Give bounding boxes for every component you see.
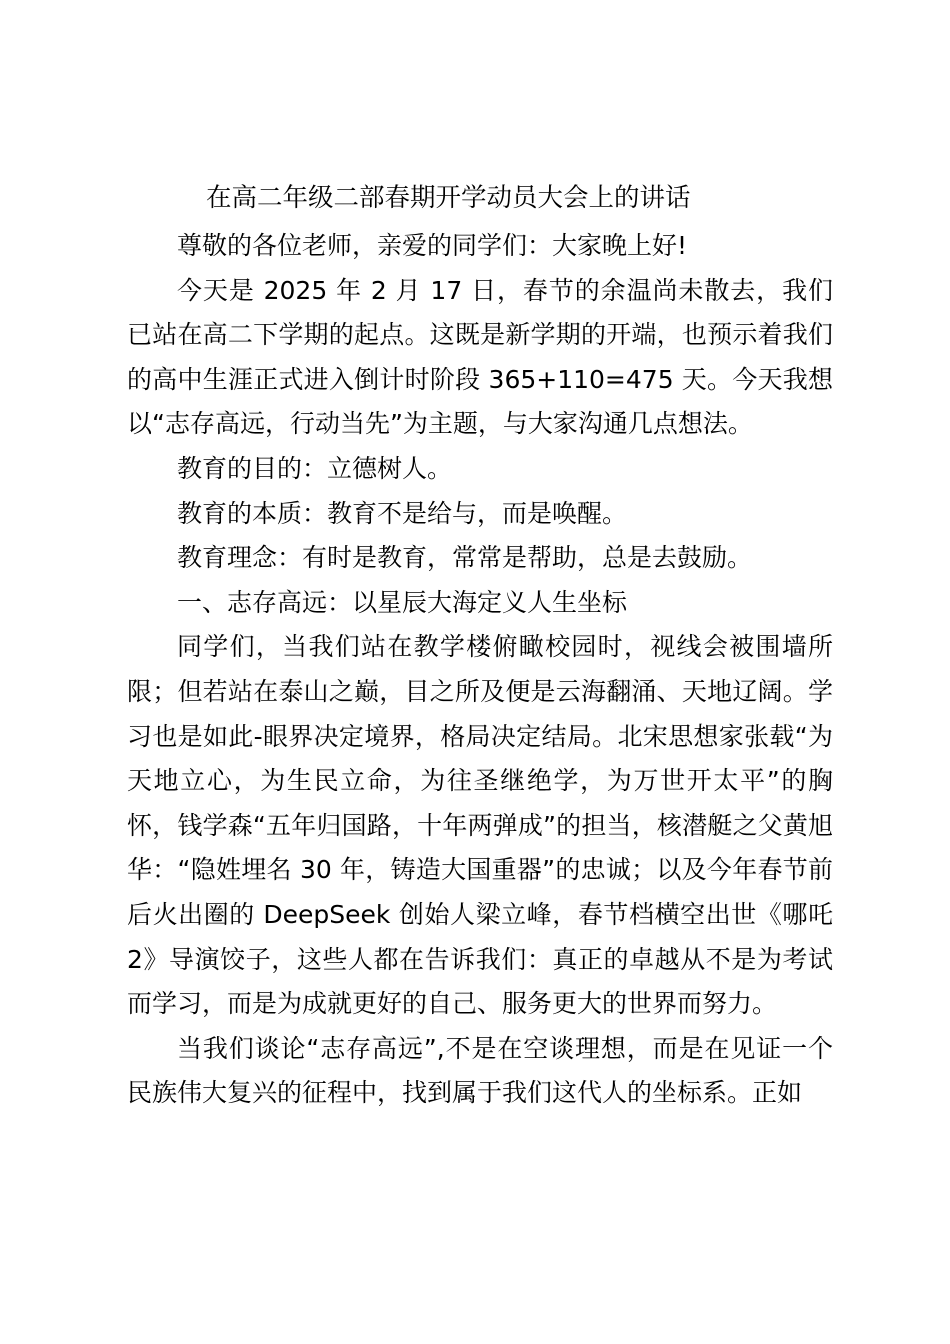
greeting-paragraph: 尊敬的各位老师，亲爱的同学们：大家晚上好! <box>177 231 688 260</box>
body-paragraph: 当我们谈论“志存高远”,不是在空谈理想，而是在见证一个民族伟大复兴的征程中，找到属于我们这代人的坐标系。正如 <box>127 1033 833 1108</box>
education-philosophy-paragraph: 教育理念：有时是教育，常常是帮助，总是去鼓励。 <box>177 543 753 573</box>
speech-document <box>127 172 833 1116</box>
intro-paragraph: 今天是 2025 年 2 月 17 日，春节的余温尚未散去，我们已站在高二下学期的起点。这既是新学期的开端，也预示着我们的高中生涯正式进入倒计时阶段 365+110=475 天。今天我想以“志存高远，行动当先”为主题，与大家沟通几点想法。 <box>127 275 833 439</box>
body-paragraph: 同学们，当我们站在教学楼俯瞰校园时，视线会被围墙所限；但若站在泰山之巅，目之所及便是云海翻涌、天地辽阔。学习也是如此-眼界决定境界，格局决定结局。北宋思想家张载“为天地立心，为生民立命，为往圣继绝学，为万世开太平”的胸怀，钱学森“五年归国路，十年两弹成”的担当，核潜艇之父黄旭华：“隐姓埋名 30 年，铸造大国重器”的忠诚；以及今年春节前后火出圈的 DeepSeek 创始人梁立峰，春节档横空出世《哪吒 2》导演饺子，这些人都在告诉我们：真正的卓越从不是为考试而学习，而是为成就更好的自己、服务更大的世界而努力。 <box>127 632 833 1019</box>
section-heading: 一、志存高远：以星辰大海定义人生坐标 <box>177 587 628 617</box>
education-essence-paragraph: 教育的本质：教育不是给与，而是唤醒。 <box>177 498 628 528</box>
document-title: 在高二年级二部春期开学动员大会上的讲话 <box>206 183 691 213</box>
education-purpose-paragraph: 教育的目的：立德树人。 <box>177 453 453 483</box>
